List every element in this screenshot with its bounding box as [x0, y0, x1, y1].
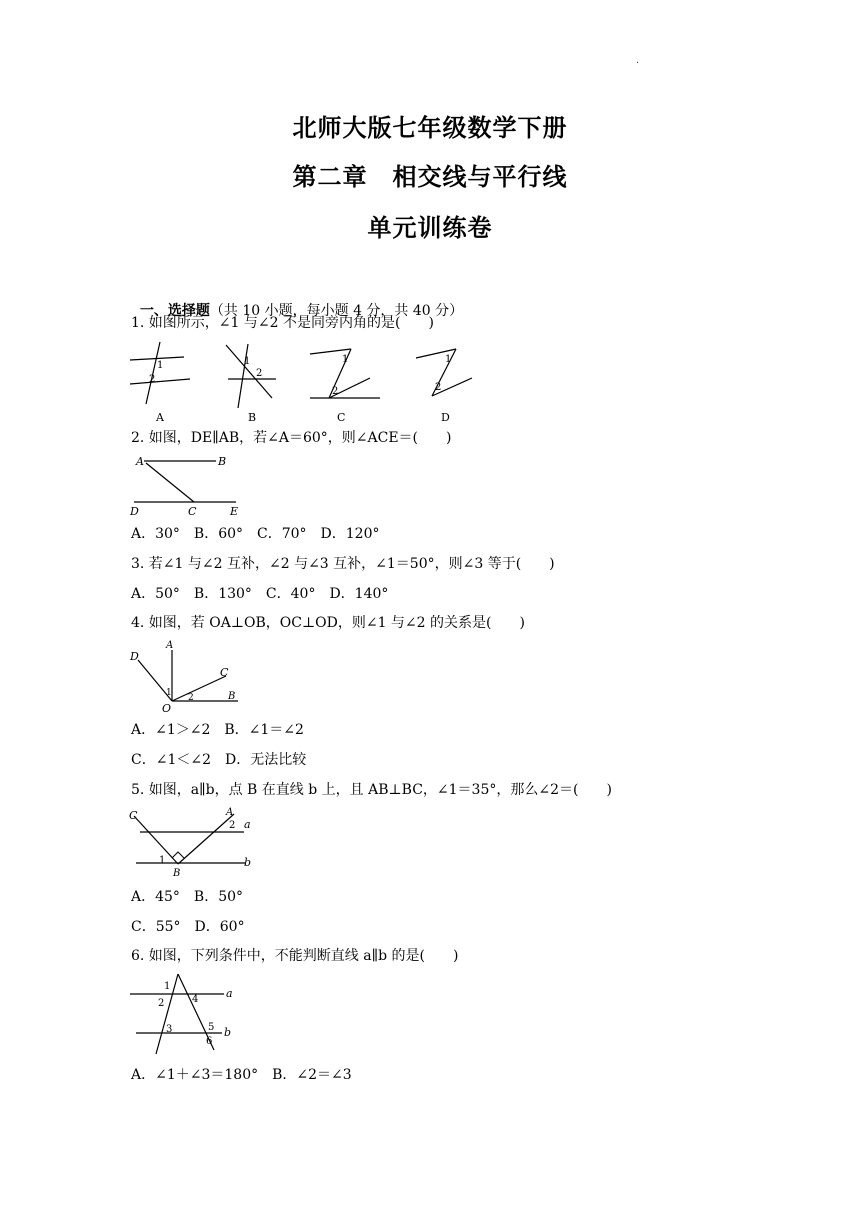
q1d-angle1: 1	[445, 354, 452, 365]
q1b-caption: B	[248, 411, 257, 424]
q4-label-A: A	[166, 640, 174, 651]
q2-label-D: D	[130, 505, 139, 518]
q1a-caption: A	[156, 411, 164, 424]
q1c-angle2: 2	[332, 386, 339, 397]
q5-options-2: C．55° D．60°	[131, 919, 245, 935]
q5-label-A: A	[226, 807, 234, 818]
q1-stem: 1. 如图所示，∠1 与∠2 不是同旁内角的是( )	[131, 315, 434, 331]
chapter-title: 第二章 相交线与平行线	[292, 163, 568, 191]
q6-options-1: A．∠1＋∠3＝180° B．∠2＝∠3	[131, 1067, 352, 1083]
q1a-angle2: 2	[149, 374, 156, 385]
q5-label-C: C	[129, 809, 138, 822]
q4-angle1: 1	[166, 688, 172, 698]
q3-options: A．50° B．130° C．40° D．140°	[131, 586, 389, 602]
q4-label-D: D	[130, 650, 139, 663]
q1-figure	[126, 340, 486, 426]
q1c-caption: C	[337, 411, 346, 424]
q6-stem: 6. 如图，下列条件中，不能判断直线 a∥b 的是( )	[131, 948, 459, 964]
q5-stem: 5. 如图，a∥b，点 B 在直线 b 上，且 AB⊥BC，∠1＝35°，那么∠2＝( )	[131, 782, 612, 798]
q6-label-b: b	[224, 1026, 232, 1039]
q5-angle2: 2	[229, 820, 236, 831]
q6-figure	[126, 970, 246, 1058]
q6-angle2: 2	[158, 998, 165, 1009]
q5-label-a: a	[244, 818, 251, 831]
q6-angle4: 4	[192, 994, 199, 1005]
q6-angle6: 6	[206, 1036, 213, 1047]
q4-angle2: 2	[188, 693, 194, 703]
q1-figure-d	[416, 349, 472, 424]
q1b-angle2: 2	[256, 368, 263, 379]
q1d-caption: D	[441, 411, 450, 424]
doc-title: 北师大版七年级数学下册	[292, 114, 568, 142]
q1d-angle2: 2	[435, 382, 442, 393]
q1-figure-a	[130, 342, 190, 424]
q4-label-B: B	[228, 691, 236, 702]
q2-figure	[126, 452, 256, 518]
q6-angle1: 1	[164, 981, 171, 992]
q2-stem: 2. 如图，DE∥AB，若∠A＝60°，则∠ACE＝( )	[131, 430, 452, 446]
q5-label-b: b	[244, 856, 252, 869]
q4-figure	[126, 638, 246, 716]
q6-label-a: a	[226, 987, 233, 1000]
q1-figure-c	[310, 349, 380, 424]
header-mark: ·	[636, 58, 640, 69]
q1b-angle1: 1	[244, 356, 251, 367]
q3-stem: 3. 若∠1 与∠2 互补，∠2 与∠3 互补，∠1＝50°，则∠3 等于( )	[131, 556, 555, 572]
q6-angle3: 3	[166, 1024, 173, 1035]
q5-options-1: A．45° B．50°	[131, 889, 244, 905]
q4-label-O: O	[162, 702, 172, 715]
q1a-angle1: 1	[157, 360, 164, 371]
q4-label-C: C	[220, 666, 229, 679]
section-note: （共 10 小题，每小题 4 分，共 40 分）	[209, 303, 464, 319]
q4-stem: 4. 如图，若 OA⊥OB，OC⊥OD，则∠1 与∠2 的关系是( )	[131, 615, 525, 631]
q5-angle1: 1	[159, 855, 166, 866]
q2-options: A．30° B．60° C．70° D．120°	[131, 526, 380, 542]
section-label: 一、选择题	[139, 303, 210, 319]
q2-label-C: C	[188, 505, 197, 518]
q4-options-2: C．∠1＜∠2 D．无法比较	[131, 752, 307, 768]
q1c-angle1: 1	[342, 354, 349, 365]
q4-options-1: A．∠1＞∠2 B．∠1＝∠2	[131, 722, 304, 738]
q2-label-A: A	[136, 455, 144, 468]
q1-figure-b	[226, 344, 276, 424]
q2-label-E: E	[230, 505, 239, 518]
unit-title: 单元训练卷	[367, 214, 493, 242]
q6-angle5: 5	[208, 1022, 215, 1033]
q2-label-B: B	[218, 455, 227, 468]
q5-label-B: B	[173, 868, 181, 876]
q5-figure	[126, 806, 256, 876]
